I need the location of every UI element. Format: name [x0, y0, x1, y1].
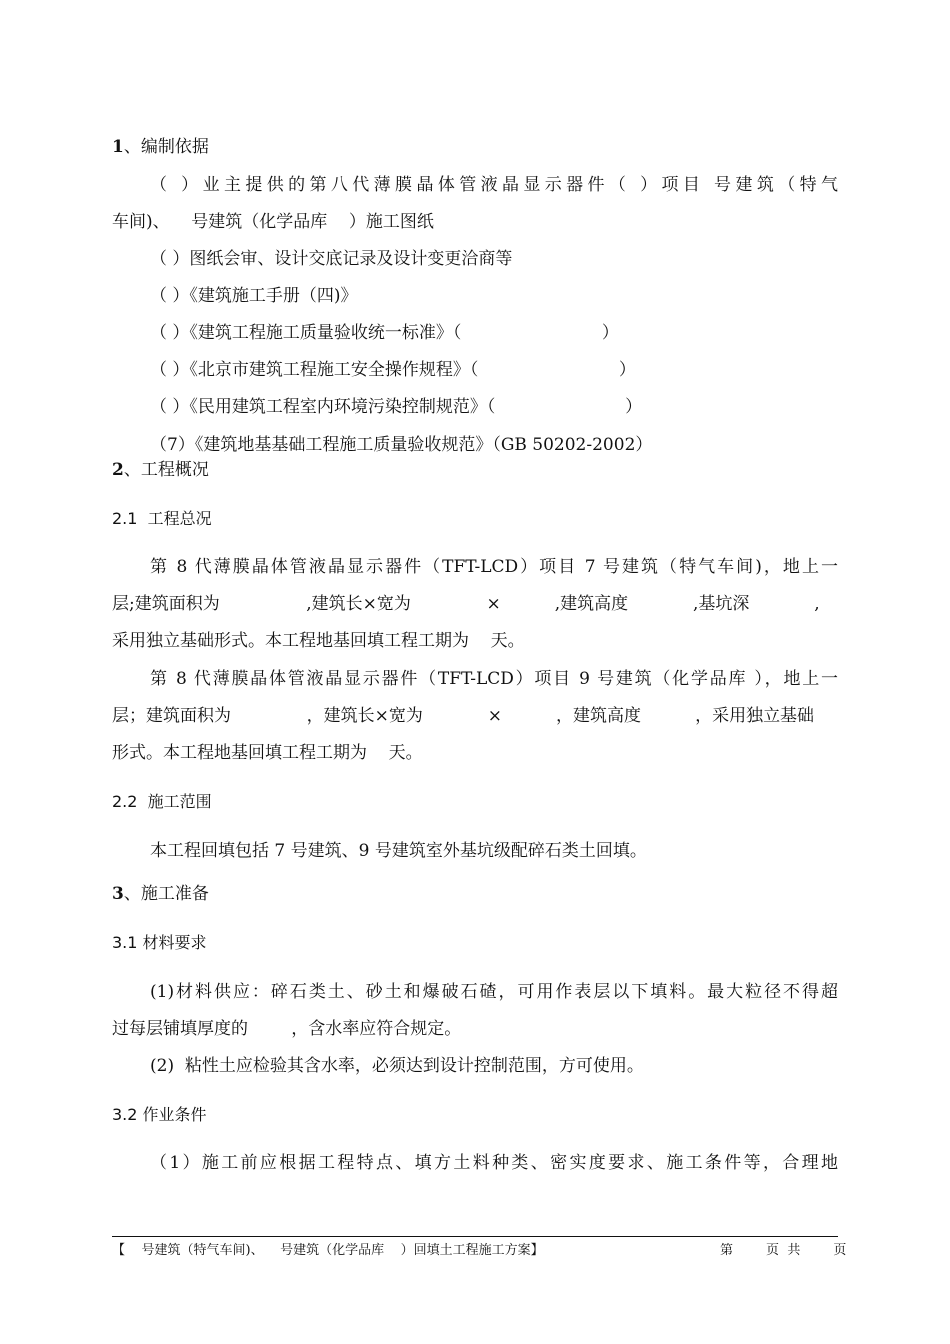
section-number: 1: [112, 137, 124, 157]
list-item: （ ）《建筑施工手册（四)》: [150, 286, 358, 306]
paragraph-line: 采用独立基础形式。本工程地基回填工程工期为 天。: [112, 631, 525, 651]
paragraph-line: （ ）业主提供的第八代薄膜晶体管液晶显示器件（ ）项目 号建筑（特气: [150, 175, 838, 195]
section-title: 、编制依据: [123, 137, 209, 157]
paragraph-line: 过每层铺填厚度的 ，含水率应符合规定。: [112, 1019, 462, 1039]
subsection-heading: 3.2 作业条件: [112, 1105, 207, 1124]
paragraph-line: 层;建筑面积为 ,建筑长×宽为 × ,建筑高度 ,基坑深 ,: [112, 594, 820, 614]
paragraph-line: （1）施工前应根据工程特点、填方土料种类、密实度要求、施工条件等，合理地: [150, 1153, 838, 1173]
paragraph-line: 层；建筑面积为 ，建筑长×宽为 × ，建筑高度 ，采用独立基础: [112, 706, 815, 726]
paragraph-line: (1)材料供应：碎石类土、砂土和爆破石碴，可用作表层以下填料。最大粒径不得超: [150, 982, 838, 1002]
list-item: （7）《建筑地基基础工程施工质量验收规范》（GB 50202-2002）: [150, 435, 653, 455]
footer-divider: [112, 1236, 838, 1237]
section-heading: [0, 457, 950, 483]
section-number: 2: [112, 460, 124, 480]
section-number: 3: [112, 884, 124, 904]
section-title: 、施工准备: [123, 884, 209, 904]
paragraph-line: 第 8 代薄膜晶体管液晶显示器件（TFT-LCD）项目 9 号建筑（化学品库 ），地上一: [150, 669, 838, 689]
subsection-heading: 2.2 施工范围: [112, 792, 212, 811]
footer-title: 【 号建筑（特气车间)、 号建筑（化学品库 ）回填土工程施工方案】: [112, 1243, 544, 1258]
paragraph-line: 第 8 代薄膜晶体管液晶显示器件（TFT-LCD）项目 7 号建筑（特气车间)，地上一: [150, 557, 838, 577]
paragraph-line: 本工程回填包括 7 号建筑、9 号建筑室外基坑级配碎石类土回填。: [150, 841, 647, 861]
subsection-heading: 3.1 材料要求: [112, 933, 207, 952]
list-item: （ ）《建筑工程施工质量验收统一标准》（ ）: [150, 323, 619, 343]
paragraph-line: 车间)、 号建筑（化学品库 ）施工图纸: [112, 212, 434, 232]
section-title: 、工程概况: [123, 460, 209, 480]
paragraph-line: (2) 粘性土应检验其含水率，必须达到设计控制范围，方可使用。: [150, 1056, 644, 1076]
paragraph-line: 形式。本工程地基回填工程工期为 天。: [112, 743, 423, 763]
section-heading: [0, 134, 950, 160]
page-number: 第 页 共 页: [720, 1243, 847, 1258]
list-item: （ ）《北京市建筑工程施工安全操作规程》（ ）: [150, 360, 636, 380]
subsection-heading: 2.1 工程总况: [112, 509, 212, 528]
list-item: （ ）图纸会审、设计交底记录及设计变更洽商等: [150, 249, 513, 269]
list-item: （ ）《民用建筑工程室内环境污染控制规范》（ ）: [150, 397, 643, 417]
section-heading: [0, 881, 950, 907]
